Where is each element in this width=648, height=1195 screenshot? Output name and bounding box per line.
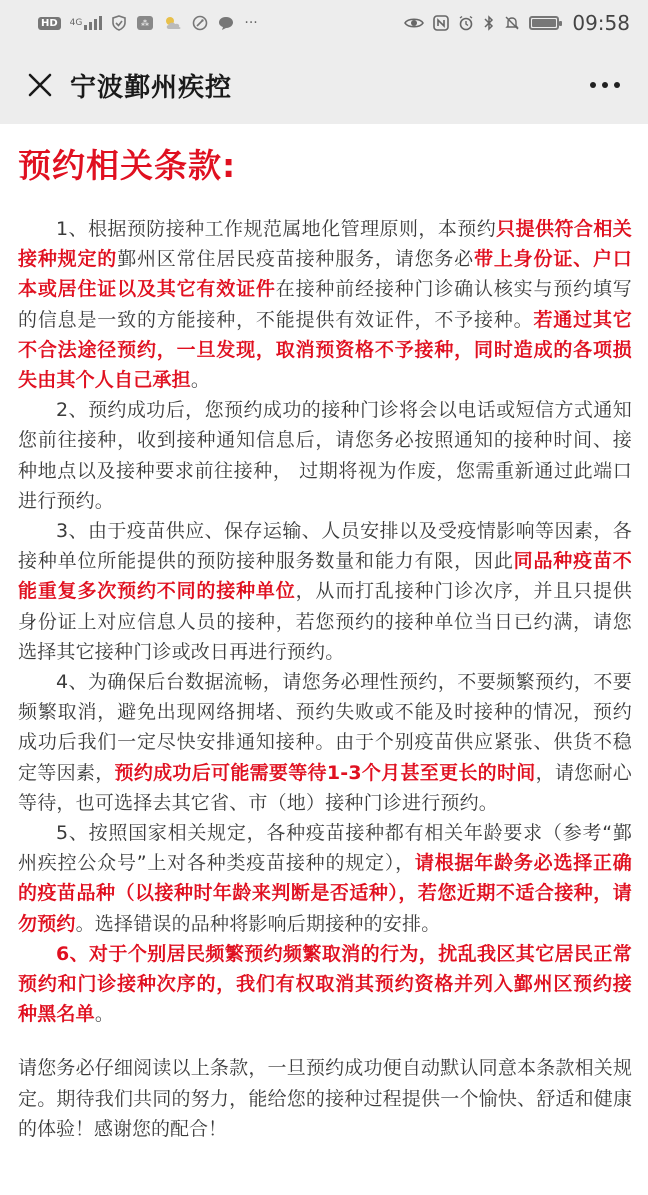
term-text: 。 <box>94 1003 115 1026</box>
status-bar-left <box>38 15 258 31</box>
term-text: 4、为确保后台数据流畅，请您务必理性预约，不要频繁预约，不要频繁取消，避免出现网络拥堵、预约失败或不能及时接种的情况，预约成功后我们一定尽快安排通知接种。由于个别疫苗供应紧张、供货不稳定等因素， <box>18 671 632 784</box>
status-bar-right <box>404 11 630 35</box>
terms-list <box>18 214 632 1029</box>
term-emphasis: 只提供符合相关接种规定的 <box>18 218 632 271</box>
term-item <box>18 939 632 1030</box>
terms-heading: 预约相关条款: <box>18 146 237 185</box>
shield-icon <box>111 15 127 31</box>
term-emphasis: 对于个别居民频繁预约频繁取消的行为，扰乱我区其它居民正常预约和门诊接种次序的，我们有权取消其预约资格并列入鄞州区预约接种黑名单 <box>18 942 633 1026</box>
term-item <box>18 667 632 818</box>
term-text: 。选择错误的品种将影响后期接种的安排。 <box>75 912 441 935</box>
term-emphasis: 同品种疫苗不能重复多次预约不同的接种单位 <box>18 550 632 603</box>
more-dot <box>614 82 620 88</box>
term-text: 2、预约成功后，您预约成功的接种门诊将会以电话或短信方式通知您前往接种，收到接种通知信息后，请您务必按照通知的接种时间、接种地点以及接种要求前往接种， 过期将视为作废，您需重新通过此端口进行预约。 <box>18 399 632 512</box>
weather-icon <box>163 15 183 31</box>
term-emphasis: 请根据年龄务必选择正确的疫苗品种（以接种时年龄来判断是否适种），若您近期不适合接种，请勿预约 <box>18 852 633 935</box>
browser-icon <box>192 15 208 31</box>
mute-icon <box>504 15 520 31</box>
term-text: ，请您耐心等待，也可选择去其它省、市（地）接种门诊进行预约。 <box>18 761 632 814</box>
svg-text:⁂: ⁂ <box>141 19 150 28</box>
bluetooth-icon <box>483 15 495 31</box>
close-button[interactable] <box>18 63 62 107</box>
term-emphasis: 若通过其它不合法途径预约，一旦发现，取消预资格不予接种，同时造成的各项损失由其个人自己承担 <box>18 308 632 392</box>
term-text: 1、根据预防接种工作规范属地化管理原则，本预约 <box>56 218 497 240</box>
term-text: 3、由于疫苗供应、保存运输、人员安排以及受疫情影响等因素，各接种单位所能提供的预防接种服务数量和能力有限，因此 <box>18 520 632 573</box>
4g-signal-icon <box>70 16 103 30</box>
article-content <box>0 124 648 1144</box>
term-text: 5、按照国家相关规定，各种疫苗接种都有相关年龄要求（参考“鄞州疾控公众号”上对各种类疫苗接种的规定）， <box>18 822 632 875</box>
nfc-icon <box>433 15 449 31</box>
hd-icon: HD <box>38 17 61 30</box>
eye-icon <box>404 16 424 30</box>
more-dots-icon: ··· <box>244 15 258 31</box>
term-text: ，从而打乱接种门诊次序，并且只提供身份证上对应信息人员的接种，若您预约的接种单位当日已约满，请您选择其它接种门诊或改日再进行预约。 <box>18 580 632 663</box>
term-emphasis: 预约成功后可能需要等待1-3个月甚至更长的时间 <box>114 761 536 784</box>
close-icon <box>27 72 53 98</box>
term-text: 。 <box>190 369 211 392</box>
term-emphasis: 带上身份证、户口本或居住证以及其它有效证件 <box>18 248 632 301</box>
more-dot <box>590 82 596 88</box>
closing-paragraph: 请您务必仔细阅读以上条款，一旦预约成功便自动默认同意本条款相关规定。期待我们共同的努力，能给您的接种过程提供一个愉快、舒适和健康的体验！感谢您的配合！ <box>18 1057 632 1140</box>
status-bar <box>0 0 648 46</box>
term-item <box>18 516 632 667</box>
term-text: 鄞州区常住居民疫苗接种服务，请您务必 <box>117 248 475 271</box>
status-time: 09:58 <box>572 11 630 35</box>
term-item <box>18 214 632 395</box>
term-item <box>18 395 632 516</box>
app-icon <box>136 15 154 31</box>
nav-bar <box>0 46 648 124</box>
term-emphasis: 6、 <box>56 942 90 965</box>
term-text: 在接种前经接种门诊确认核实与预约填写的信息是一致的方能接种，不能提供有效证件，不予接种。 <box>18 278 632 331</box>
page-title: 宁波鄞州疾控 <box>70 72 233 103</box>
network-label: 4G <box>69 17 83 28</box>
more-options-button[interactable] <box>580 63 630 107</box>
battery-icon <box>529 16 559 30</box>
more-dot <box>602 82 608 88</box>
term-item <box>18 818 632 939</box>
alarm-icon <box>458 15 474 31</box>
chat-icon <box>217 15 235 31</box>
